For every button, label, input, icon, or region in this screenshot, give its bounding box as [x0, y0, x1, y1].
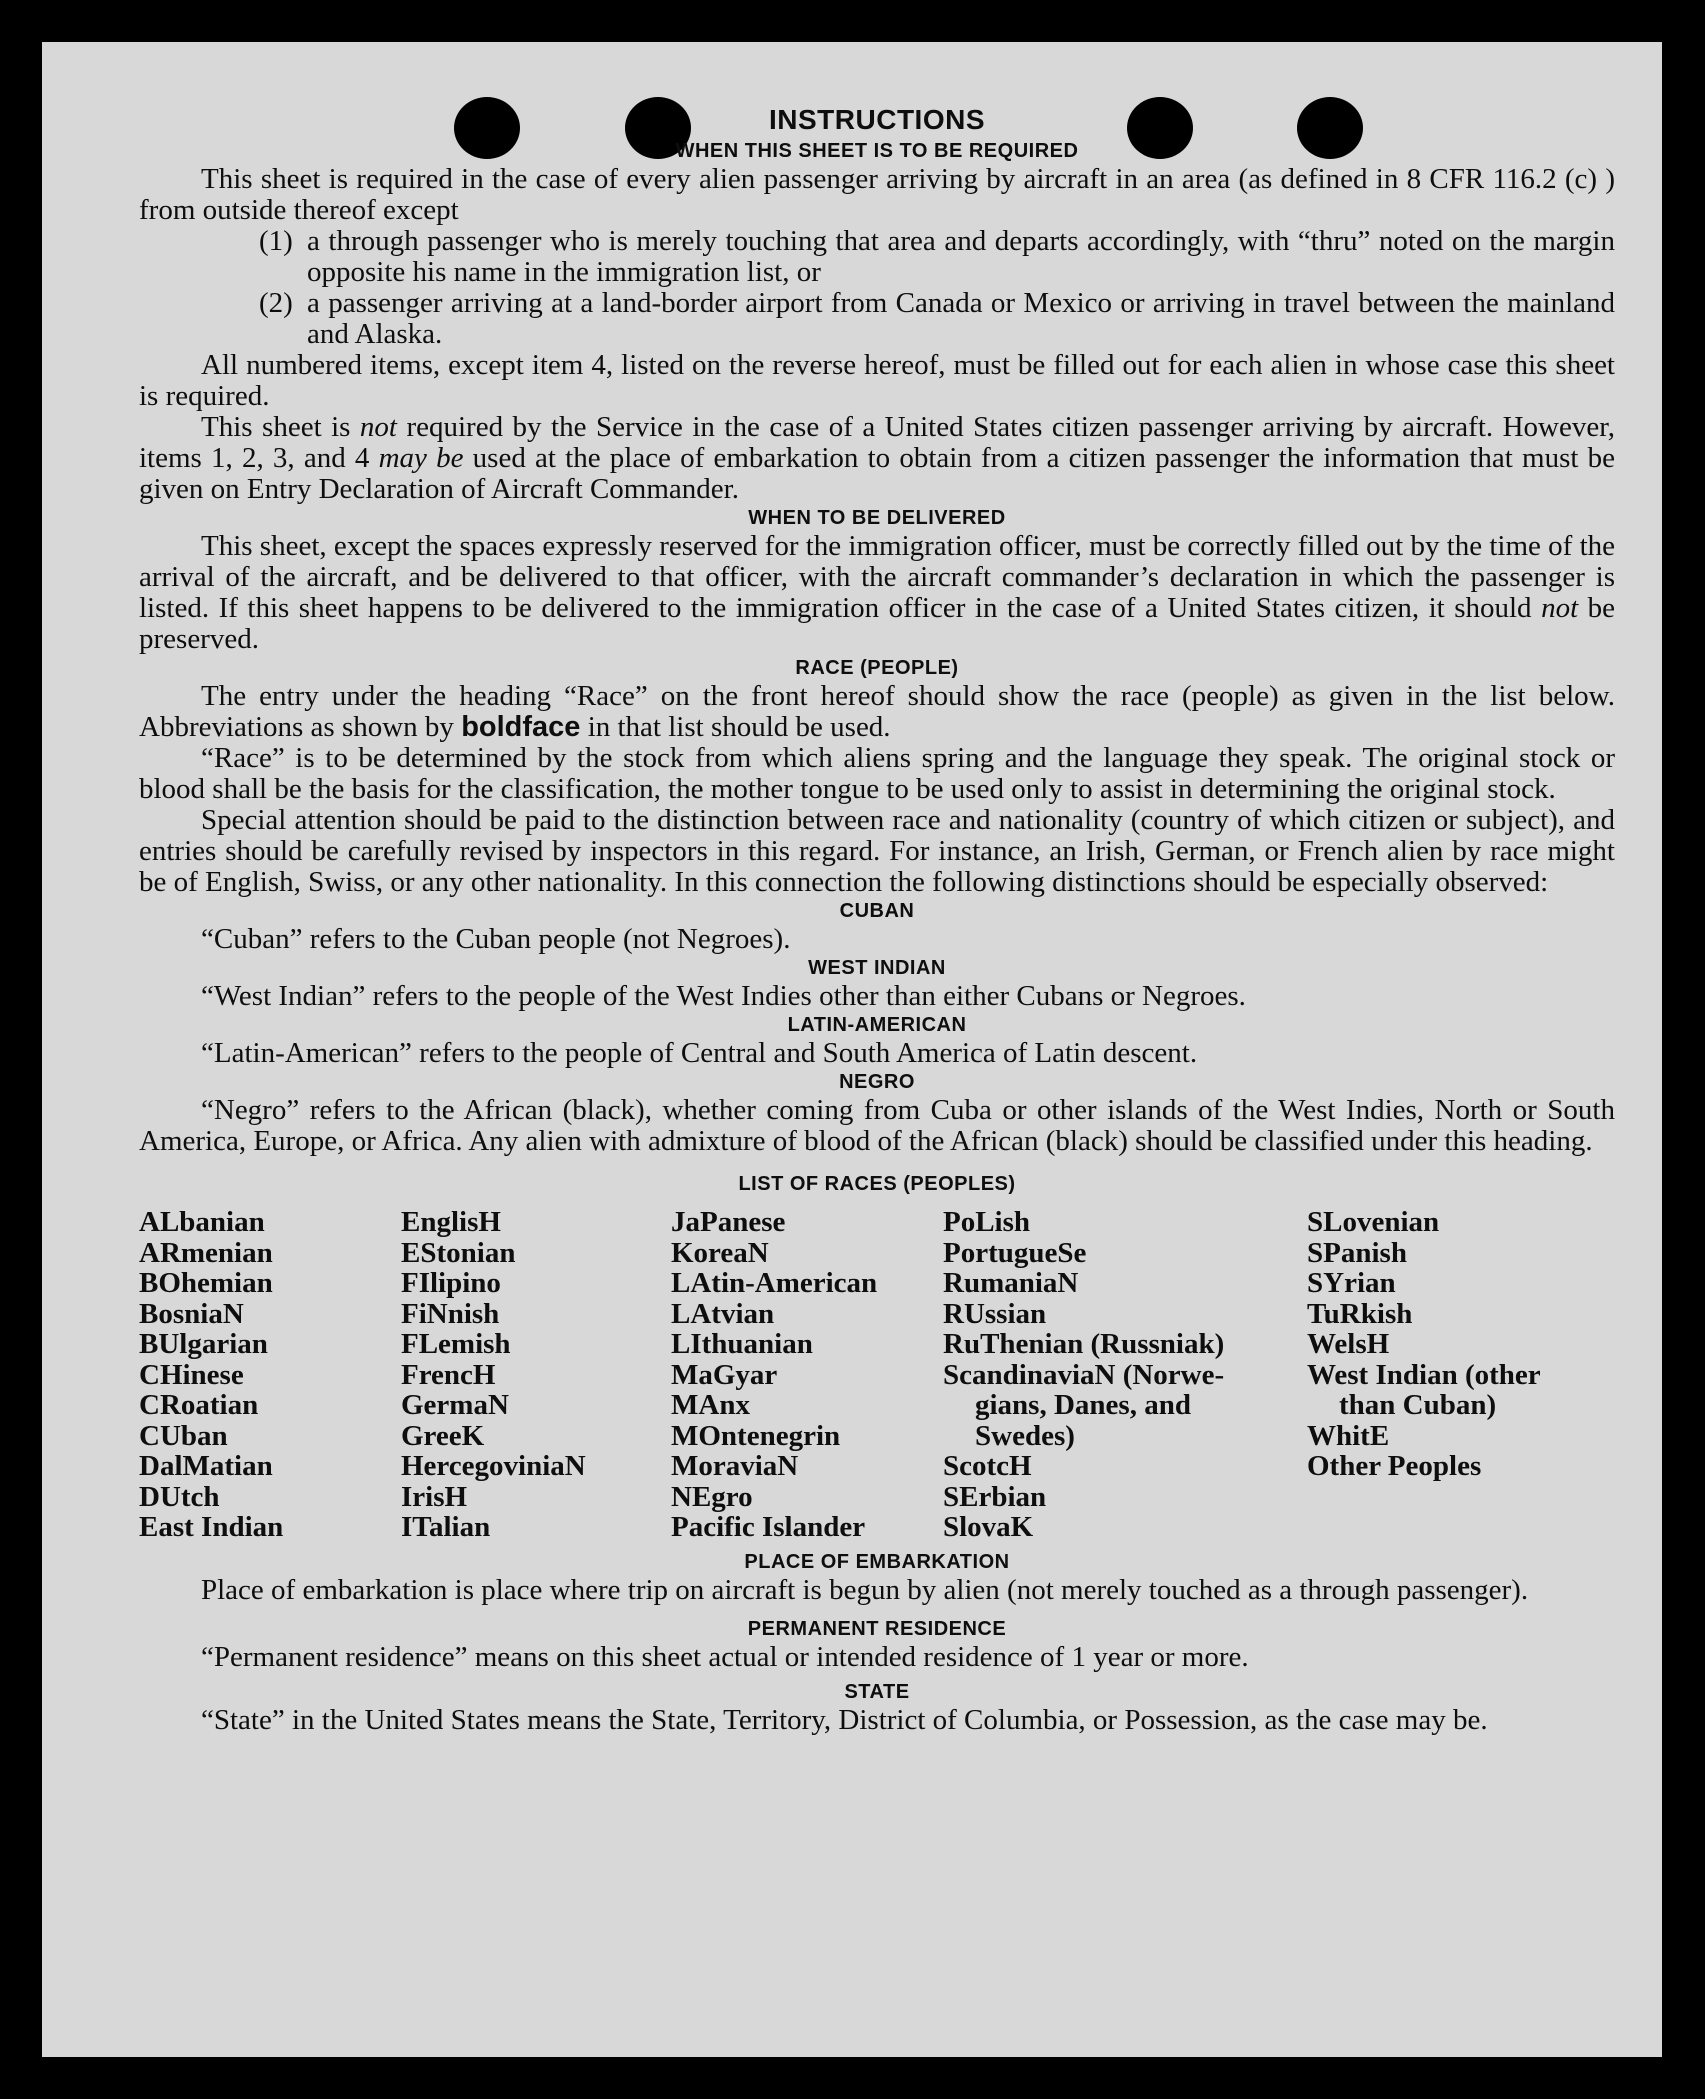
list-item: East Indian [139, 1511, 284, 1543]
list-item: PoLish [943, 1206, 1031, 1238]
list-item: GreeK [401, 1419, 485, 1452]
bold-text: boldface [461, 711, 581, 743]
document-page [42, 42, 1662, 2057]
paragraph: All numbered items, except item 4, listed on the reverse hereof, must be filled out for each alien in whose case this sheet is required. [139, 349, 1615, 412]
paragraph [139, 412, 1615, 505]
list-item: BOhemian [139, 1267, 273, 1299]
item-number: (2) [259, 287, 293, 319]
list-item: SErbian [943, 1480, 1047, 1513]
section-heading: STATE [844, 1680, 910, 1703]
list-item [139, 226, 1615, 288]
paragraph: “Race” is to be determined by the stock from which aliens spring and the language they speak. The original stock or blood shall be the basis for the classification, the mother tongue to be used only to assist in determining the original stock. [139, 742, 1615, 805]
list-item: than Cuban) [1339, 1389, 1497, 1421]
page-title: INSTRUCTIONS [769, 104, 985, 135]
races-column [401, 1207, 671, 1543]
list-item: GermaN [401, 1389, 509, 1421]
paragraph [139, 681, 1615, 743]
emphasis-text: not [359, 411, 397, 443]
text-run: in that list should be used. [580, 711, 891, 743]
item-number: (1) [259, 225, 293, 257]
emphasis-text: not [1541, 592, 1579, 624]
list-item: MoraviaN [671, 1450, 799, 1482]
paragraph: “Negro” refers to the African (black), whether coming from Cuba or other islands of the West Indies, North or South America, Europe, or Africa. Any alien with admixture of blood of the African (black) should be classified under this heading. [139, 1094, 1615, 1157]
list-item: MaGyar [671, 1358, 778, 1391]
paragraph: This sheet is required in the case of every alien passenger arriving by aircraft in an area (as defined in 8 CFR 116.2 (c) ) from outside thereof except [139, 163, 1615, 226]
list-item: ARmenian [139, 1236, 273, 1269]
text-run: This sheet, except the spaces expressly reserved for the immigration officer, must be correctly filled out by the time of the arrival of the aircraft, and be delivered to that officer, with the aircraft commander’s declaration in which the passenger is listed. If this sheet happens to be delivered to the immigration officer in the case of a United States citizen, it should [139, 530, 1616, 624]
list-item: NEgro [671, 1480, 753, 1513]
list-item: West Indian (other [1307, 1358, 1541, 1391]
paragraph: Place of embarkation is place where trip on aircraft is begun by alien (not merely touched as a through passenger). [201, 1573, 1529, 1606]
list-item: SYrian [1307, 1267, 1396, 1299]
list-item: MOntenegrin [671, 1419, 841, 1452]
section-heading: PERMANENT RESIDENCE [747, 1617, 1007, 1640]
list-item: CHinese [139, 1358, 244, 1391]
list-item: FLemish [401, 1328, 511, 1360]
text-run: required by the Service in the case of a United States citizen passenger arriving by aircraft. However, items 1, 2, 3, and 4 [139, 411, 1615, 474]
text-run: This sheet is [201, 411, 360, 443]
definition: “West Indian” refers to the people of the West Indies other than either Cubans or Negroes. [201, 980, 1246, 1012]
section-heading: NEGRO [839, 1071, 915, 1093]
section-heading: WHEN TO BE DELIVERED [748, 507, 1006, 529]
list-item: SlovaK [943, 1511, 1034, 1543]
list-item: RUssian [943, 1297, 1047, 1330]
list-item: Other Peoples [1307, 1450, 1482, 1482]
list-item: BUlgarian [139, 1328, 268, 1360]
list-item: FrencH [401, 1358, 496, 1391]
list-item: ScandinaviaN (Norwe- [943, 1358, 1225, 1391]
text-run: be preserved. [139, 592, 1616, 655]
document-body [139, 102, 1615, 1736]
list-item: JaPanese [671, 1206, 786, 1238]
races-column [1307, 1207, 1607, 1543]
list-item: LAtvian [671, 1297, 775, 1330]
definition: “Cuban” refers to the Cuban people (not Negroes). [201, 923, 791, 955]
list-item: gians, Danes, and [975, 1389, 1191, 1421]
races-column [139, 1207, 401, 1543]
list-item: IrisH [401, 1480, 468, 1513]
section-heading: WHEN THIS SHEET IS TO BE REQUIRED [675, 140, 1079, 162]
list-item: CUban [139, 1419, 228, 1452]
list-item: Swedes) [975, 1419, 1075, 1452]
item-text: a passenger arriving at a land-border airport from Canada or Mexico or arriving in travel between the mainland and Alaska. [307, 287, 1615, 350]
section-heading: LIST OF RACES (PEOPLES) [738, 1173, 1016, 1195]
list-item: PortugueSe [943, 1236, 1087, 1269]
list-item: EnglisH [401, 1206, 501, 1238]
section-heading: CUBAN [839, 900, 915, 922]
list-item: BosniaN [139, 1297, 244, 1330]
list-item: DUtch [139, 1480, 220, 1513]
list-item: EStonian [401, 1236, 516, 1269]
section-heading: LATIN-AMERICAN [787, 1014, 967, 1036]
section-heading: RACE (PEOPLE) [795, 657, 959, 679]
list-item: ALbanian [139, 1206, 265, 1238]
list-item: ITalian [401, 1511, 491, 1543]
emphasis-text: may be [378, 442, 464, 474]
list-item: ScotcH [943, 1450, 1032, 1482]
list-item: KoreaN [671, 1236, 769, 1269]
list-item: LAtin-American [671, 1267, 878, 1299]
list-item: FiNnish [401, 1297, 500, 1330]
list-item: CRoatian [139, 1389, 259, 1421]
paragraph [139, 531, 1615, 655]
item-text: a through passenger who is merely touching that area and departs accordingly, with “thru” noted on the margin opposite his name in the immigration list, or [307, 225, 1615, 288]
definition: “Latin-American” refers to the people of Central and South America of Latin descent. [201, 1037, 1198, 1069]
list-item: MAnx [671, 1389, 750, 1421]
section-heading: WEST INDIAN [808, 957, 946, 979]
list-item: WhitE [1307, 1419, 1390, 1452]
list-item: RumaniaN [943, 1267, 1079, 1299]
list-item [139, 288, 1615, 350]
list-item: FIlipino [401, 1267, 501, 1299]
definition: “Permanent residence” means on this sheet actual or intended residence of 1 year or more. [201, 1640, 1249, 1673]
races-column [943, 1207, 1307, 1543]
list-item: TuRkish [1307, 1297, 1413, 1330]
list-item: LIthuanian [671, 1328, 813, 1360]
list-item: Pacific Islander [671, 1511, 866, 1543]
list-item: HercegoviniaN [401, 1450, 586, 1482]
paragraph: Special attention should be paid to the distinction between race and nationality (country of which citizen or subject), and entries should be carefully revised by inspectors in this regard. For instance, an Irish, German, or French alien by race might be of English, Swiss, or any other nationality. In this connection the following distinctions should be especially observed: [139, 804, 1615, 898]
races-list [139, 1207, 1615, 1543]
list-item: RuThenian (Russniak) [943, 1328, 1225, 1360]
section-heading: PLACE OF EMBARKATION [744, 1550, 1010, 1573]
list-item: DalMatian [139, 1450, 273, 1482]
text-run: The entry under the heading “Race” on the front hereof should show the race (people) as given in the list below. Abbreviations as shown by [139, 680, 1615, 743]
list-item: SPanish [1307, 1236, 1407, 1269]
list-item: WelsH [1307, 1328, 1390, 1360]
paragraph: “State” in the United States means the State, Territory, District of Columbia, or Possession, as the case may be. [201, 1703, 1488, 1736]
list-item: SLovenian [1307, 1206, 1440, 1238]
races-column [671, 1207, 943, 1543]
text-run: used at the place of embarkation to obtain from a citizen passenger the information that must be given on Entry Declaration of Aircraft Commander. [139, 442, 1616, 505]
